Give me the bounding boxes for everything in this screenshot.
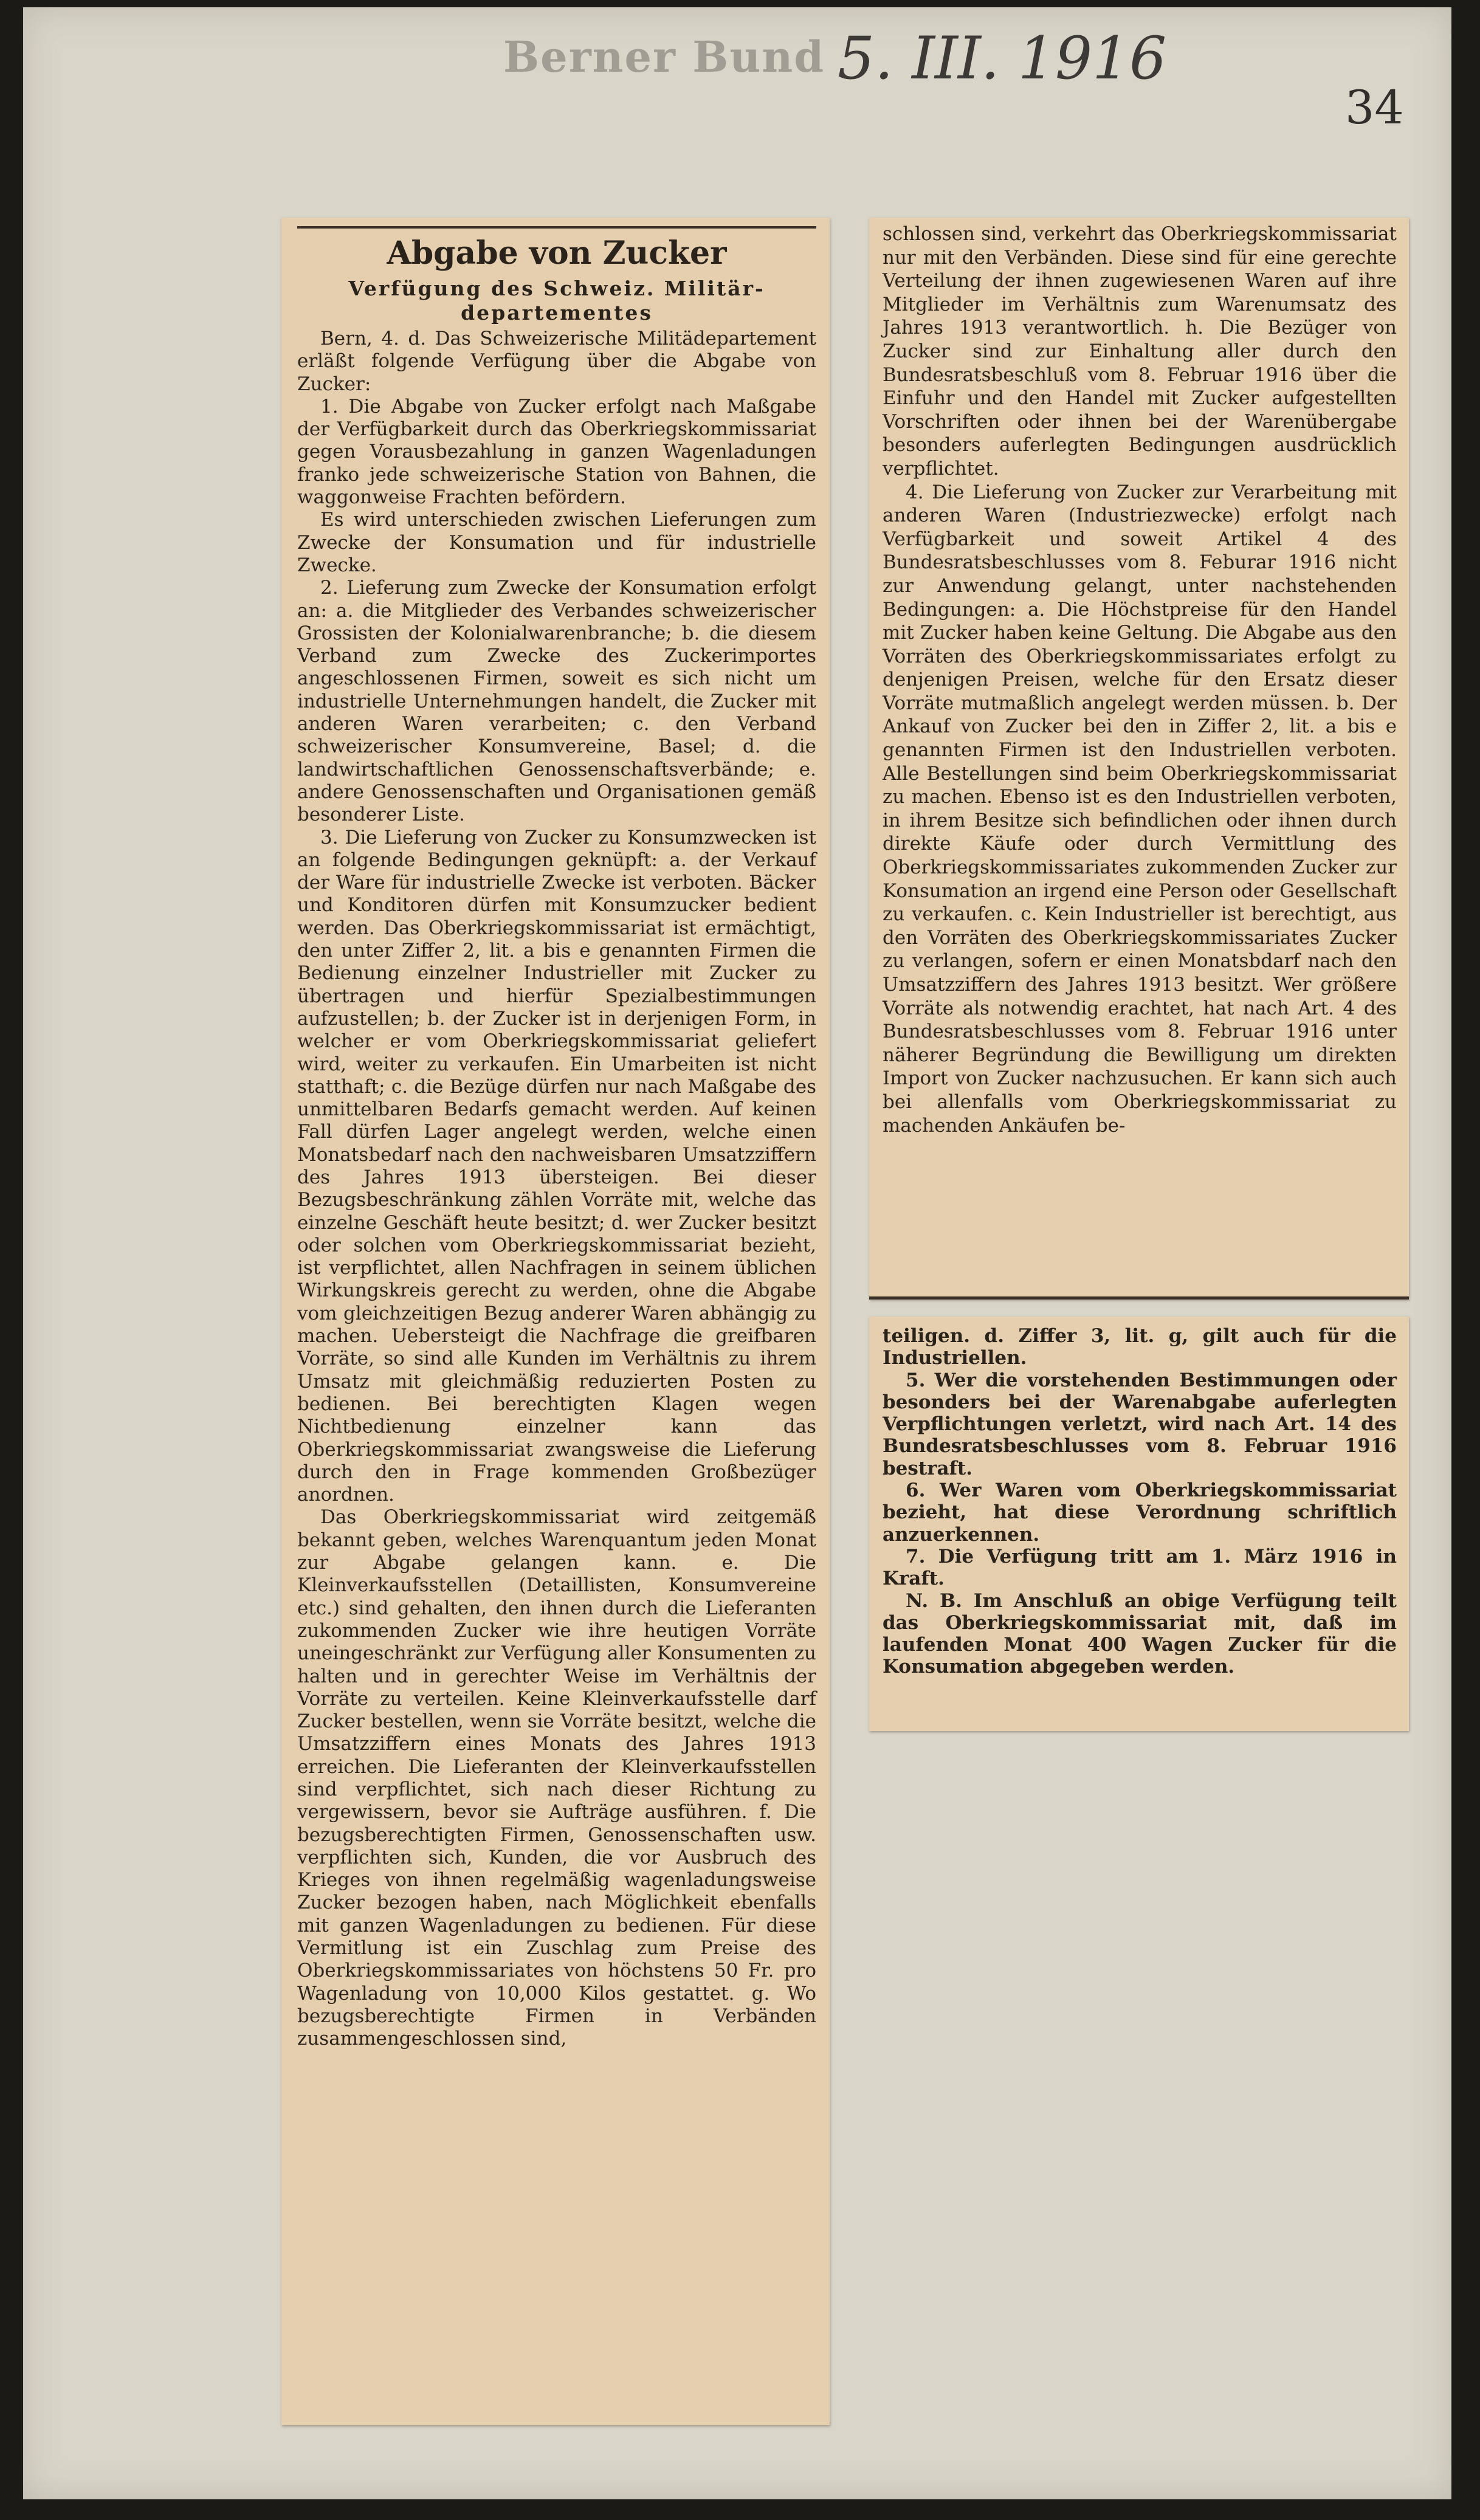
paragraph: 3. Die Lieferung von Zucker zu Konsumzwecken ist an folgende Bedingungen geknüpft: a. der Verkauf der Ware für industrielle Zwecke ist verboten. Bäcker und Konditoren dürfen mit Konsumzucker bedient werden. Das Oberkriegskommissariat ist ermächtigt, den unter Ziffer 2, lit. a bis e genannten Firmen die Bedienung einzelner Industrieller mit Zucker zu übertragen und hierfür Spezialbestimmungen aufzustellen; b. der Zucker ist in derjenigen Form, in welcher er vom Oberkriegskommissariat geliefert wird, weiter zu verkaufen. Ein Umarbeiten ist nicht statthaft; c. die Bezüge dürfen nur nach Maßgabe des unmittelbaren Bedarfs gemacht werden. Auf keinen Fall dürfen Lager angelegt werden, welche einen Monatsbedarf nach den nachweisbaren Umsatzziffern des Jahres 1913 übersteigen. Bei dieser Bezugsbeschränkung zählen Vorräte mit, welche das einzelne Geschäft heute besitzt; d. wer Zucker besitzt oder solchen vom Oberkriegskommissariat bezieht, ist verpflichtet, allen Nachfragen in seinem üblichen Wirkungskreis gerecht zu werden, ohne die Abgabe vom gleichzeitigen Bezug anderer Waren abhängig zu machen. Uebersteigt die Nachfrage die greifbaren Vorräte, so sind alle Kunden im Verhältnis zu ihrem Umsatz mit gleichmäßig reduzierten Posten zu bedienen. Bei berechtigten Klagen wegen Nichtbedienung einzelner kann das Oberkriegskommissariat zwangsweise die Lieferung durch den in Frage kommenden Großbezüger anordnen. [297,826,816,1506]
paragraph: Das Oberkriegskommissariat wird zeitgemäß bekannt geben, welches Warenquantum jeden Monat zur Abgabe gelangen kann. e. Die Kleinverkaufsstellen (Detaillisten, Konsumvereine etc.) sind gehalten, den ihnen durch die Lieferanten zukommenden Zucker wie ihre heutigen Vorräte uneingeschränkt zur Verfügung aller Konsumenten zu halten und in gerechter Weise im Verhältnis der Vorräte zu verteilen. Keine Kleinverkaufsstelle darf Zucker bestellen, wenn sie Vorräte besitzt, welche die Umsatzziffern eines Monats des Jahres 1913 erreichen. Die Lieferanten der Kleinverkaufsstellen sind verpflichtet, sich nach dieser Richtung zu vergewissern, bevor sie Aufträge ausführen. f. Die bezugsberechtigten Firmen, Genossenschaften usw. verpflichten sich, Kunden, die vor Ausbruch des Krieges von ihnen regelmäßig wagenladungsweise Zucker bezogen haben, nach Möglichkeit ebenfalls mit ganzen Wagenladungen zu bedienen. Für diese Vermitlung ist ein Zuschlag zum Preise des Oberkriegskommissariates von höchstens 50 Fr. pro Wagenladung von 10,000 Kilos gestattet. g. Wo bezugsberechtigte Firmen in Verbänden zusammengeschlossen sind, [297,1506,816,2050]
paragraph: 7. Die Verfügung tritt am 1. März 1916 in Kraft. [883,1545,1397,1590]
clipping-column-1 [281,218,830,2425]
paragraph: 6. Wer Waren vom Oberkriegskommissariat bezieht, hat diese Verordnung schriftlich anzuerkennen. [883,1479,1397,1546]
paragraph: Es wird unterschieden zwischen Lieferungen zum Zwecke der Konsumation und für industrielle Zwecke. [297,509,816,576]
clipping-column-2 [869,218,1409,1300]
paragraph: 2. Lieferung zum Zwecke der Konsumation erfolgt an: a. die Mitglieder des Verbandes schweizerischer Grossisten der Kolonialwarenbranche; b. die diesem Verband zum Zwecke des Zuckerimportes angeschlossenen Firmen, soweit es sich nicht um industrielle Unternehmungen handelt, die Zucker mit anderen Waren verarbeiten; c. den Verband schweizerischer Konsumvereine, Basel; d. die landwirtschaftlichen Genossenschaftsverbände; e. andere Genossenschaften und Organisationen gemäß besonderer Liste. [297,577,816,826]
clipping-column-3 [869,1317,1409,1731]
paragraph: 4. Die Lieferung von Zucker zur Verarbeitung mit anderen Waren (Industriezwecke) erfolgt nach Verfügbarkeit und soweit Artikel 4 des Bundesratsbeschlusses vom 8. Feburar 1916 nicht zur Anwendung gelangt, unter nachstehenden Bedingungen: a. Die Höchstpreise für den Handel mit Zucker haben keine Geltung. Die Abgabe aus den Vorräten des Oberkriegskommissariates erfolgt zu denjenigen Preisen, welche für den Ersatz dieser Vorräte mutmaßlich angelegt werden müssen. b. Der Ankauf von Zucker bei den in Ziffer 2, lit. a bis e genannten Firmen ist den Industriellen verboten. Alle Bestellungen sind beim Oberkriegskommissariat zu machen. Ebenso ist es den Industriellen verboten, in ihrem Besitze sich befindlichen oder ihnen durch direkte Käufe oder durch Vermittlung des Oberkriegskommissariates zukommenden Zucker zur Konsumation an irgend eine Person oder Gesellschaft zu verkaufen. c. Kein Industrieller ist berechtigt, aus den Vorräten des Oberkriegskommissariates Zucker zu verlangen, sofern er einen Monatsbdarf nach den Umsatzziffern des Jahres 1913 besitzt. Wer größere Vorräte als notwendig erachtet, hat nach Art. 4 des Bundesratsbeschlusses vom 8. Februar 1916 unter näherer Begründung die Bewilligung um direkten Import von Zucker nachzusuchen. Er kann sich auch bei allenfalls vom Oberkriegskommissariat zu machenden Ankäufen be- [883,481,1397,1137]
paragraph: 5. Wer die vorstehenden Bestimmungen oder besonders bei der Warenabgabe auferlegten Verpflichtungen verletzt, wird nach Art. 14 des Bundesratsbeschlusses vom 8. Februar 1916 bestraft. [883,1369,1397,1479]
paragraph: Bern, 4. d. Das Schweizerische Militädepartement erläßt folgende Verfügung über die Abgabe von Zucker: [297,328,816,395]
paragraph: 1. Die Abgabe von Zucker erfolgt nach Maßgabe der Verfügbarkeit durch das Oberkriegskommissariat gegen Vorausbezahlung in ganzen Wagenladungen franko jede schweizerische Station von Bahnen, die waggonweise Frachten befördern. [297,395,816,509]
paragraph: N. B. Im Anschluß an obige Verfügung teilt das Oberkriegskommissariat mit, daß im laufenden Monat 400 Wagen Zucker für die Konsumation abgegeben werden. [883,1589,1397,1678]
top-rule [297,226,816,229]
bottom-rule [869,1296,1409,1300]
newspaper-stamp: Berner Bund [503,32,825,82]
paragraph: schlossen sind, verkehrt das Oberkriegskommissariat nur mit den Verbänden. Diese sind für eine gerechte Verteilung der ihnen zugewiesenen Waren auf ihre Mitglieder im Verhältnis zum Warenumsatz des Jahres 1913 verantwortlich. h. Die Bezüger von Zucker sind zur Einhaltung aller durch den Bundesratsbeschluß vom 8. Februar 1916 über die Einfuhr und den Handel mit Zucker aufgestellten Vorschriften oder ihnen bei der Warenübergabe besonders auferlegten Bedingungen ausdrücklich verpflichtet. [883,223,1397,480]
article-title: Abgabe von Zucker [387,235,727,272]
handwritten-date: 5. III. 1916 [838,24,1167,92]
paragraph: teiligen. d. Ziffer 3, lit. g, gilt auch für die Industriellen. [883,1325,1397,1369]
article-subtitle: Verfügung des Schweiz. Militär-departementes [348,277,765,325]
page-number: 34 [1345,80,1404,134]
